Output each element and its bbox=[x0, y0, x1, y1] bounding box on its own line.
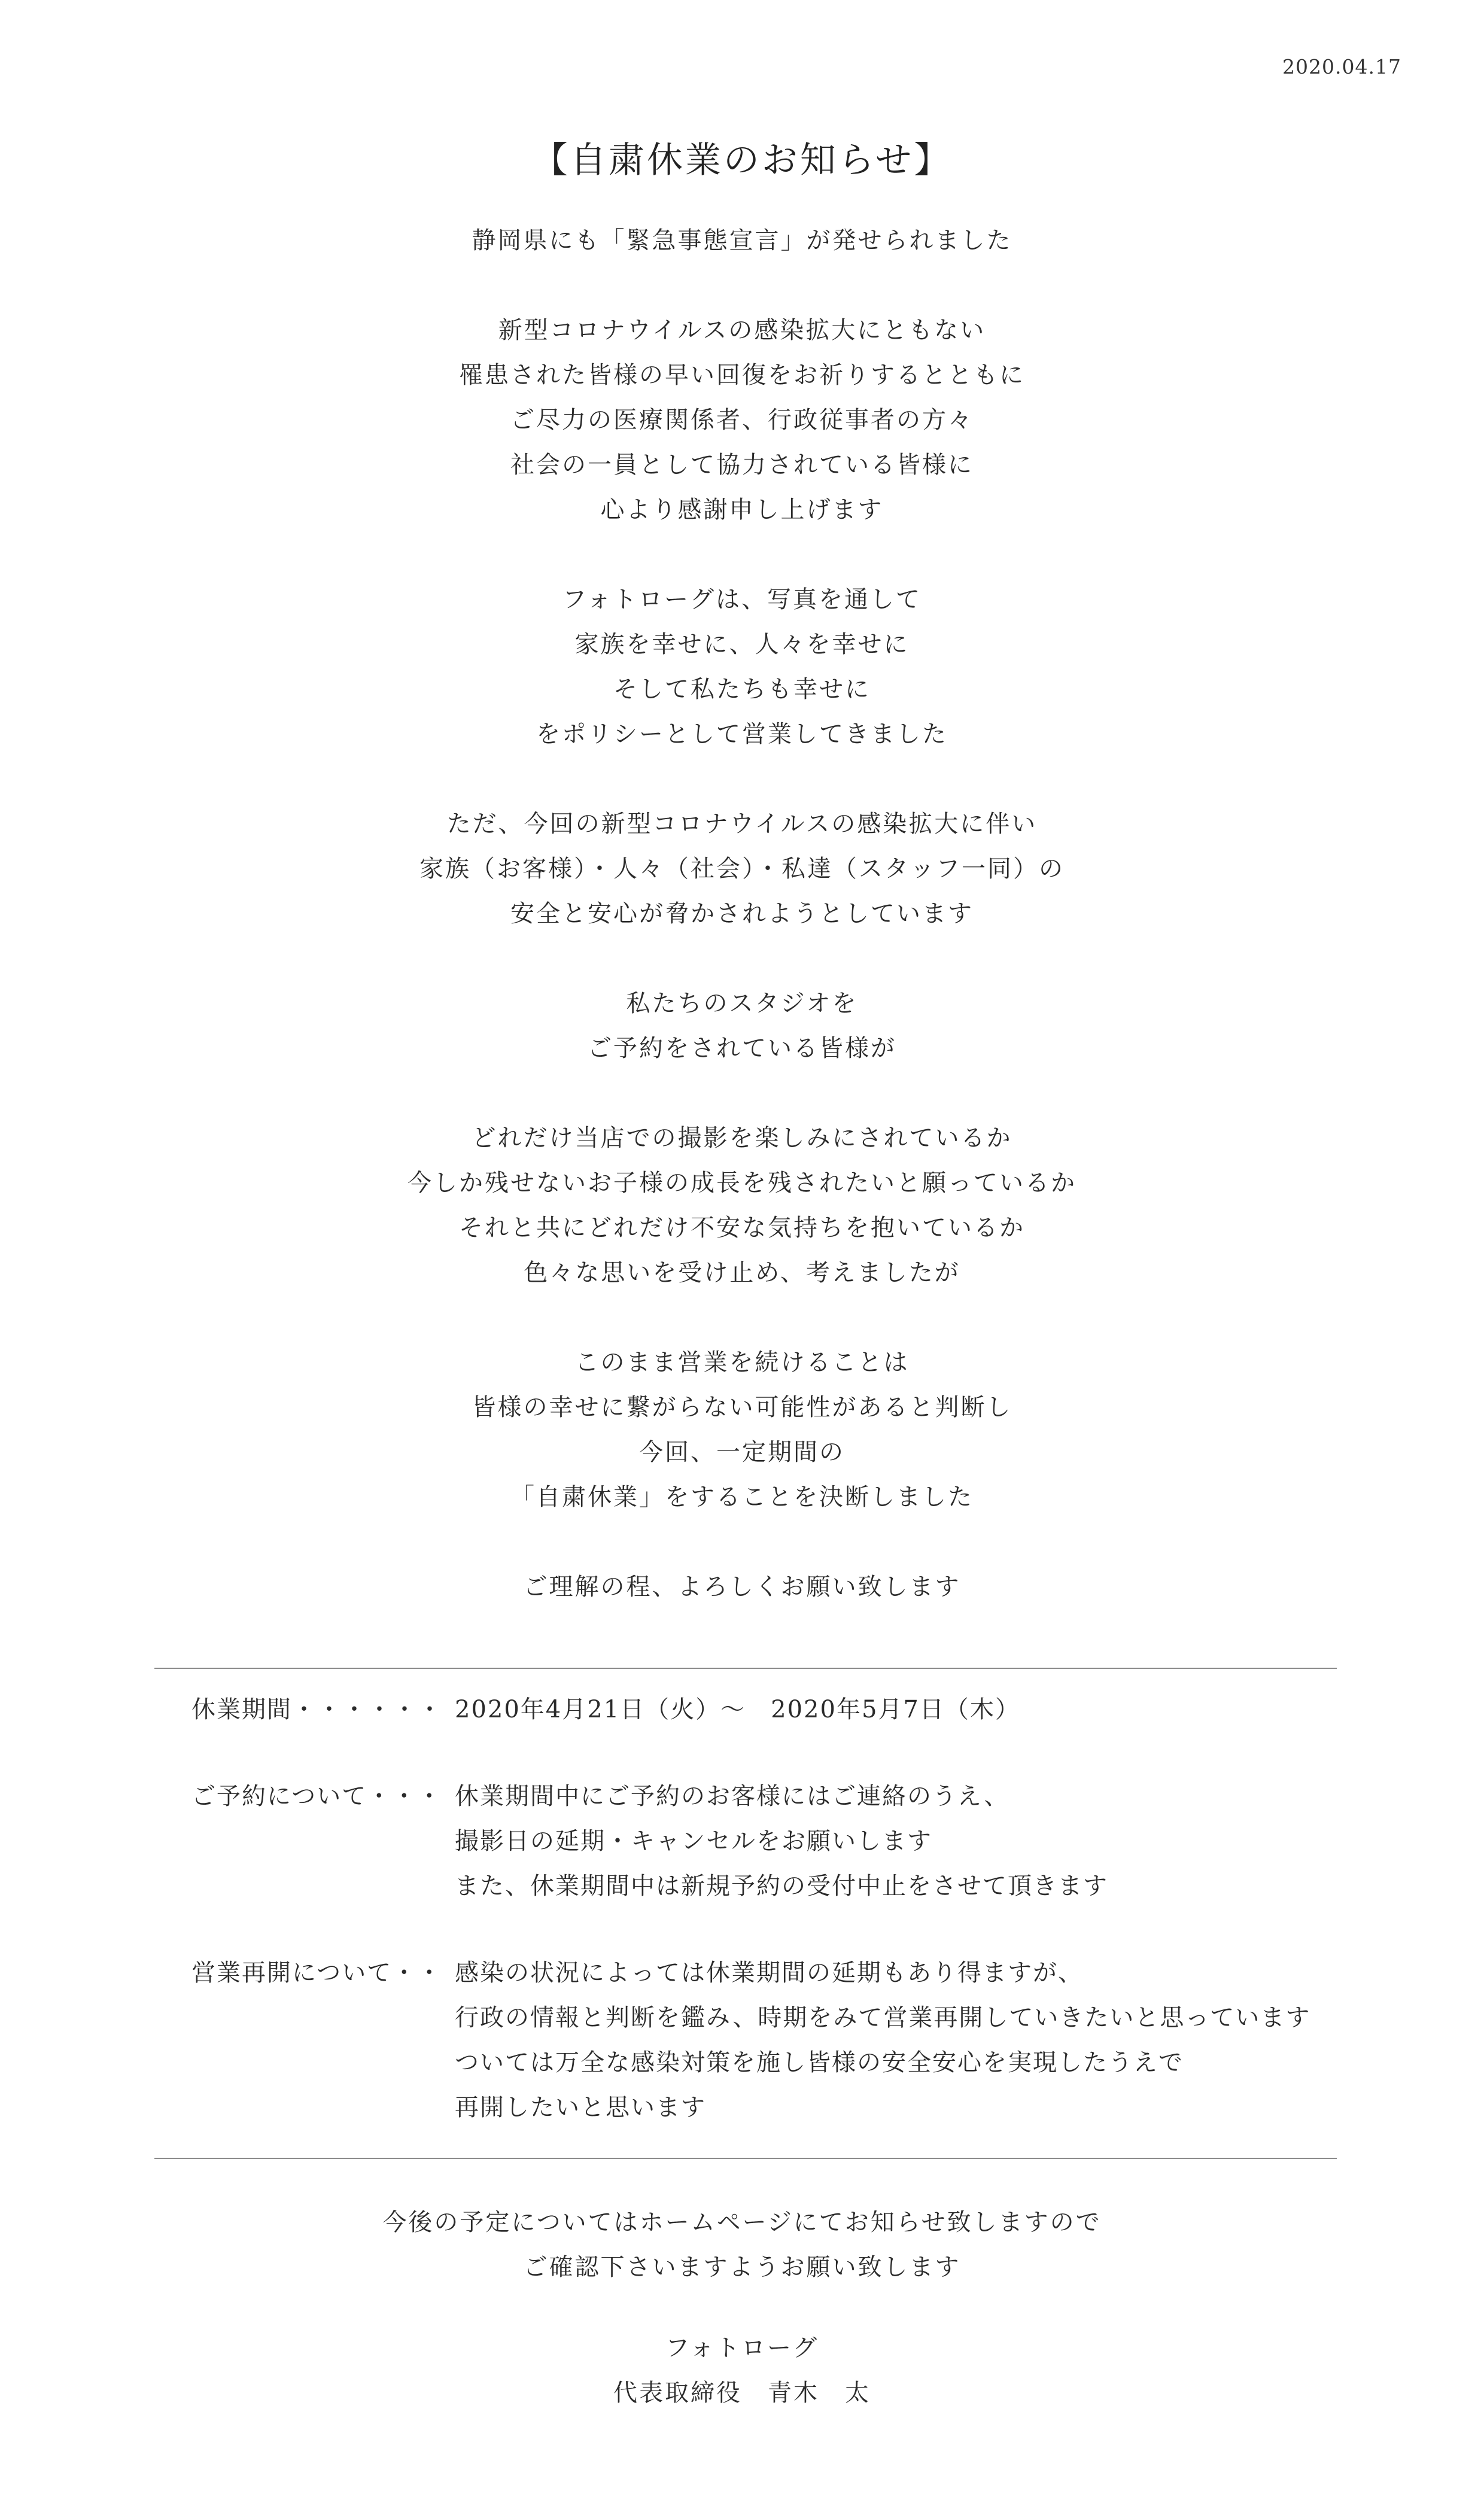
message-line: ご予約をされている皆様が bbox=[588, 1035, 896, 1062]
closing-line: 今後の予定についてはホームページにてお知らせ致しますので bbox=[382, 2209, 1102, 2236]
message-line: 色々な思いを受け止め、考えましたが bbox=[524, 1259, 960, 1287]
message-line: 家族（お客様）・人々（社会）・私達（スタッフ一同）の bbox=[419, 855, 1065, 883]
message-line: このまま営業を続けることは bbox=[574, 1349, 910, 1376]
detail-body bbox=[455, 1687, 1020, 1732]
message-line: フォトローグは、写真を通して bbox=[562, 586, 922, 613]
message-line: どれだけ当店での撮影を楽しみにされているか bbox=[472, 1124, 1012, 1152]
detail-line: 行政の情報と判断を鑑み、時期をみて営業再開していきたいと思っています bbox=[455, 2004, 1311, 2032]
notice-message bbox=[0, 218, 1484, 1610]
bottom-divider bbox=[154, 2158, 1337, 2159]
message-line: 私たちのスタジオを bbox=[626, 990, 858, 1017]
notice-title: 【自粛休業のお知らせ】 bbox=[531, 139, 953, 181]
detail-line: 撮影日の延期・キャンセルをお願いします bbox=[455, 1827, 932, 1855]
detail-label: 営業再開について・・ bbox=[191, 1959, 443, 1987]
company-name: フォトローグ bbox=[665, 2334, 819, 2362]
message-line: ご理解の程、よろしくお願い致します bbox=[523, 1573, 961, 1601]
detail-body bbox=[455, 1951, 1310, 2130]
message-line: 心より感謝申し上げます bbox=[600, 496, 884, 524]
message-line: ご尽力の医療関係者、行政従事者の方々 bbox=[510, 406, 974, 434]
closing-block bbox=[0, 2200, 1484, 2416]
detail-line: また、休業期間中は新規予約の受付中止をさせて頂きます bbox=[455, 1872, 1108, 1900]
signature: 代表取締役 青木 太 bbox=[613, 2379, 871, 2407]
message-line: 今回、一定期間の bbox=[639, 1439, 845, 1466]
message-line: そして私たちも幸せに bbox=[613, 676, 871, 703]
message-line: をポリシーとして営業してきました bbox=[536, 720, 948, 748]
message-line: 罹患された皆様の早い回復をお祈りするとともに bbox=[459, 361, 1025, 389]
detail-line: 休業期間中にご予約のお客様にはご連絡のうえ、 bbox=[455, 1783, 1009, 1810]
message-line: それと共にどれだけ不安な気持ちを抱いているか bbox=[459, 1214, 1025, 1242]
detail-label: ご予約について・・・ bbox=[191, 1783, 443, 1810]
notice-date: 2020.04.17 bbox=[1282, 55, 1401, 78]
detail-body bbox=[455, 1774, 1108, 1909]
message-line: 静岡県にも「緊急事態宣言」が発せられました bbox=[472, 227, 1012, 254]
message-line: 今しか残せないお子様の成長を残されたいと願っているか bbox=[408, 1169, 1076, 1197]
detail-label: 休業期間・・・・・・ bbox=[191, 1696, 443, 1723]
detail-line: 感染の状況によっては休業期間の延期もあり得ますが、 bbox=[455, 1959, 1083, 1987]
message-line: 皆様の幸せに繋がらない可能性があると判断し bbox=[472, 1394, 1012, 1421]
message-line: 家族を幸せに、人々を幸せに bbox=[574, 631, 910, 658]
message-line: 新型コロナウイルスの感染拡大にともない bbox=[498, 317, 986, 344]
detail-line: 再開したいと思います bbox=[455, 2094, 706, 2121]
message-line: 「自粛休業」をすることを決断しました bbox=[510, 1483, 974, 1511]
detail-line: ついては万全な感染対策を施し皆様の安全安心を実現したうえで bbox=[455, 2049, 1184, 2076]
top-divider bbox=[154, 1668, 1337, 1669]
message-line: 社会の一員として協力されている皆様に bbox=[510, 451, 974, 479]
message-line: 安全と安心が脅かされようとしています bbox=[510, 900, 974, 927]
message-line: ただ、今回の新型コロナウイルスの感染拡大に伴い bbox=[446, 810, 1038, 838]
closing-line: ご確認下さいますようお願い致します bbox=[523, 2254, 961, 2281]
detail-line: 2020年4月21日（火）〜 2020年5月7日（木） bbox=[455, 1696, 1020, 1723]
